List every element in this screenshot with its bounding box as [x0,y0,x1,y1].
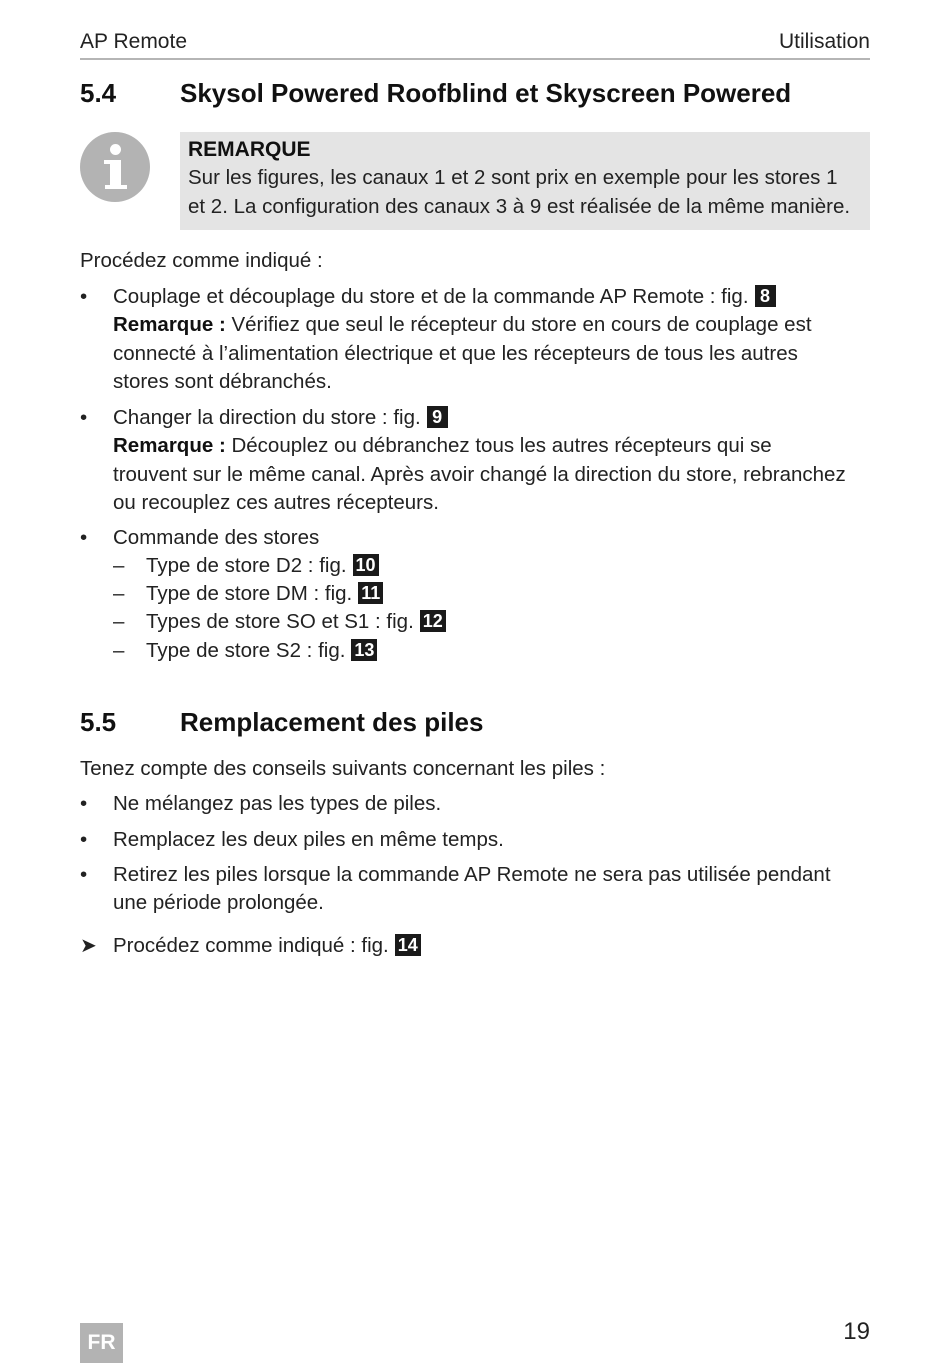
list-item-text: Changer la direction du store : fig. [113,406,421,429]
sub-list-item-text: Type de store DM : fig. [146,582,353,605]
arrow-right-icon: ➤ [80,935,97,957]
section-title: Remplacement des piles [180,707,484,737]
list-item-text: Retirez les piles lorsque la commande AP Remote ne sera pas utilisée pendant [113,863,831,886]
list-item-text: Commande des stores [113,526,320,549]
bullet-dot: • [80,792,88,815]
bullet-dot: • [80,828,88,851]
figure-reference: 14 [395,934,421,956]
note-text: trouvent sur le même canal. Après avoir changé la direction du store, rebranchez [113,462,846,486]
figure-reference: 9 [427,406,448,428]
header-chapter-name: Utilisation [778,30,870,53]
header-product-name: AP Remote [80,30,187,53]
note-label: Remarque : [113,313,226,337]
sub-list-item-text: Type de store D2 : fig. [146,554,347,577]
note-label: Remarque : [113,434,226,458]
note-text: Vérifiez que seul le récepteur du store en cours de couplage est [225,313,812,337]
note-line: Sur les figures, les canaux 1 et 2 sont prix en exemple pour les stores 1 [188,166,838,189]
sub-list-item-text: Type de store S2 : fig. [146,639,346,662]
info-icon [80,132,150,202]
step-text: Procédez comme indiqué : fig. [113,934,389,957]
section-heading-5-5 [80,707,483,738]
section-number: 5.5 [80,707,117,737]
note-line: et 2. La configuration des canaux 3 à 9 est réalisée de la même manière. [188,195,851,218]
note-text: ou recouplez ces autres récepteurs. [113,490,439,514]
figure-reference: 12 [420,610,446,632]
note-body [188,163,862,221]
page-number: 19 [843,1318,870,1345]
bullet-dot: • [80,406,88,429]
intro-paragraph: Procédez comme indiqué : [80,249,323,272]
sub-list-item-text: Types de store SO et S1 : fig. [146,610,414,633]
language-badge: FR [80,1323,123,1363]
list-item-text: Couplage et découplage du store et de la commande AP Remote : fig. [113,285,749,308]
list-item-text: Ne mélangez pas les types de piles. [113,792,442,815]
bullet-dot: • [80,526,88,549]
page-header [80,28,870,60]
intro-paragraph: Tenez compte des conseils suivants concernant les piles : [80,757,606,780]
bullet-dot: • [80,863,88,886]
list-item-text: une période prolongée. [113,891,324,915]
note-text: connecté à l’alimentation électrique et que les récepteurs de tous les autres [113,341,798,365]
list-item-text: Remplacez les deux piles en même temps. [113,828,504,851]
note-box [180,132,870,230]
figure-reference: 11 [358,582,383,604]
figure-reference: 10 [353,554,379,576]
figure-reference: 8 [755,285,776,307]
section-heading-5-4 [80,78,791,109]
note-title: REMARQUE [188,138,311,161]
dash-marker: – [113,582,125,605]
bullet-dot: • [80,285,88,308]
section-number: 5.4 [80,78,117,108]
section-title: Skysol Powered Roofblind et Skyscreen Powered [180,78,792,108]
dash-marker: – [113,639,125,662]
dash-marker: – [113,554,125,577]
note-text: stores sont débranchés. [113,369,332,393]
note-text: Découplez ou débranchez tous les autres récepteurs qui se [225,434,772,458]
figure-reference: 13 [351,639,377,661]
dash-marker: – [113,610,125,633]
